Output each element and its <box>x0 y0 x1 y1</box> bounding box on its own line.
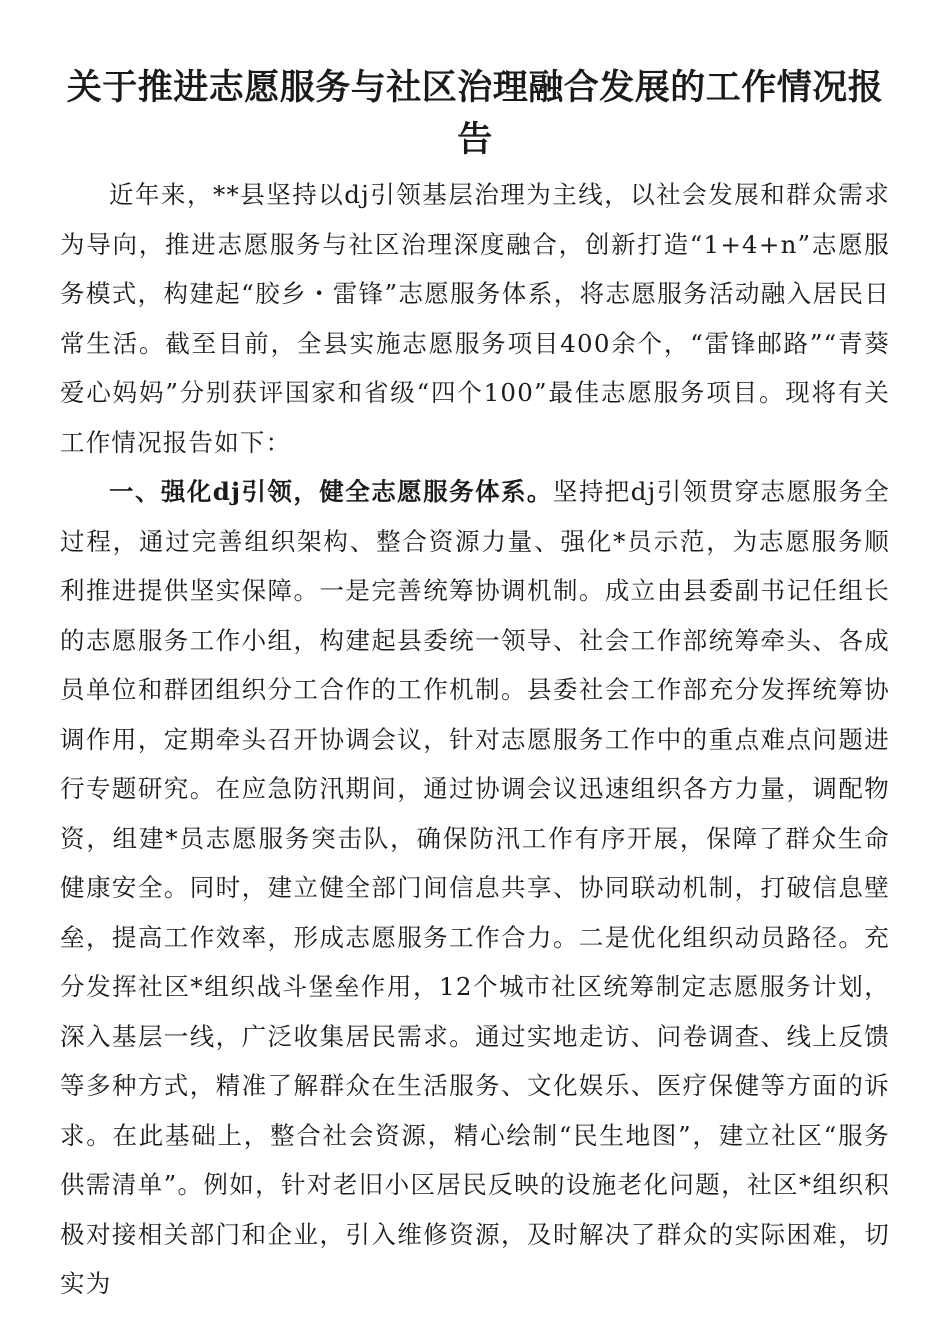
section-heading: 一、强化dj引领，健全志愿服务体系。 <box>109 477 553 506</box>
document-body <box>60 170 890 1309</box>
paragraph-text: 近年来，**县坚持以dj引领基层治理为主线，以社会发展和群众需求为导向，推进志愿服务与社区治理深度融合，创新打造“1+4+n”志愿服务模式，构建起“胶乡・雷锋”志愿服务体系，将志愿服务活动融入居民日常生活。截至目前，全县实施志愿服务项目400余个，“雷锋邮路”“青葵爱心妈妈”分别获评国家和省级“四个100”最佳志愿服务项目。现将有关工作情况报告如下： <box>60 180 890 457</box>
paragraph-text: 坚持把dj引领贯穿志愿服务全过程，通过完善组织架构、整合资源力量、强化*员示范，为志愿服务顺利推进提供坚实保障。一是完善统筹协调机制。成立由县委副书记任组长的志愿服务工作小组，构建起县委统一领导、社会工作部统筹牵头、各成员单位和群团组织分工合作的工作机制。县委社会工作部充分发挥统筹协调作用，定期牵头召开协调会议，针对志愿服务工作中的重点难点问题进行专题研究。在应急防汛期间，通过协调会议迅速组织各方力量，调配物资，组建*员志愿服务突击队，确保防汛工作有序开展，保障了群众生命健康安全。同时，建立健全部门间信息共享、协同联动机制，打破信息壁垒，提高工作效率，形成志愿服务工作合力。二是优化组织动员路径。充分发挥社区*组织战斗堡垒作用，12个城市社区统筹制定志愿服务计划，深入基层一线，广泛收集居民需求。通过实地走访、问卷调查、线上反馈等多种方式，精准了解群众在生活服务、文化娱乐、医疗保健等方面的诉求。在此基础上，整合社会资源，精心绘制“民生地图”，建立社区“服务供需清单”。例如，针对老旧小区居民反映的设施老化问题，社区*组织积极对接相关部门和企业，引入维修资源，及时解决了群众的实际困难，切实为 <box>60 477 890 1298</box>
document-page <box>60 62 890 1309</box>
document-title: 关于推进志愿服务与社区治理融合发展的工作情况报告 <box>66 67 884 160</box>
section-one-paragraph <box>60 467 890 1309</box>
intro-paragraph <box>60 170 890 467</box>
